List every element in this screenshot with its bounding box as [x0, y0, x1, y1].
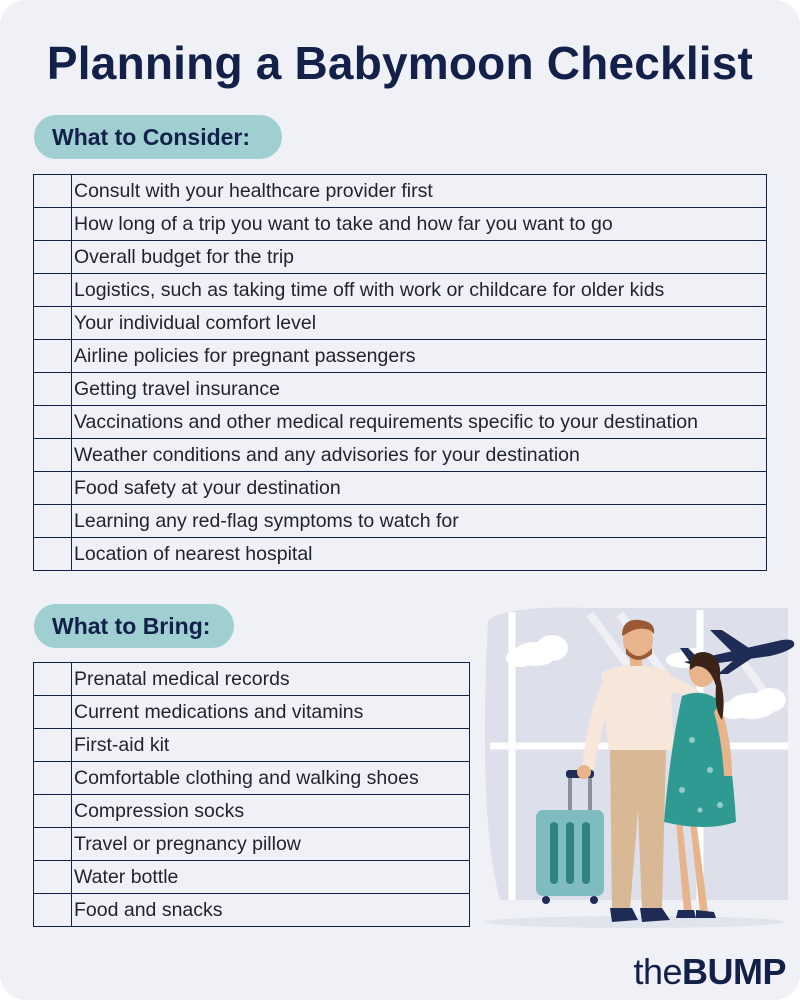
checkbox[interactable] — [34, 505, 72, 538]
checklist-item-label: Food safety at your destination — [72, 472, 767, 505]
brand-logo — [633, 951, 786, 993]
checkbox[interactable] — [34, 439, 72, 472]
checklist-row — [34, 505, 767, 538]
checklist-row — [34, 439, 767, 472]
checklist-row — [34, 762, 470, 795]
checkbox[interactable] — [34, 696, 72, 729]
checklist-row — [34, 729, 470, 762]
checkbox[interactable] — [34, 373, 72, 406]
checklist-row — [34, 274, 767, 307]
checklist-item-label: Overall budget for the trip — [72, 241, 767, 274]
checklist-item-label: Airline policies for pregnant passengers — [72, 340, 767, 373]
consider-heading: What to Consider: — [34, 115, 282, 159]
checkbox[interactable] — [34, 274, 72, 307]
checklist-row — [34, 696, 470, 729]
checkbox[interactable] — [34, 663, 72, 696]
checklist-item-label: Learning any red-flag symptoms to watch for — [72, 505, 767, 538]
checklist-item-label: Your individual comfort level — [72, 307, 767, 340]
checklist-row — [34, 795, 470, 828]
checklist-row — [34, 538, 767, 571]
checklist-item-label: Comfortable clothing and walking shoes — [72, 762, 470, 795]
checklist-item-label: Vaccinations and other medical requirements specific to your destination — [72, 406, 767, 439]
checkbox[interactable] — [34, 406, 72, 439]
checklist-item-label: Current medications and vitamins — [72, 696, 470, 729]
bring-checklist — [33, 662, 470, 927]
checkbox[interactable] — [34, 340, 72, 373]
couple-travel-illustration — [470, 600, 800, 940]
checkbox[interactable] — [34, 175, 72, 208]
checklist-item-label: How long of a trip you want to take and how far you want to go — [72, 208, 767, 241]
checklist-item-label: Food and snacks — [72, 894, 470, 927]
bring-heading: What to Bring: — [34, 604, 234, 648]
checklist-item-label: Prenatal medical records — [72, 663, 470, 696]
checkbox[interactable] — [34, 208, 72, 241]
checkbox[interactable] — [34, 795, 72, 828]
checkbox[interactable] — [34, 729, 72, 762]
checklist-row — [34, 472, 767, 505]
checklist-item-label: Logistics, such as taking time off with work or childcare for older kids — [72, 274, 767, 307]
consider-checklist — [33, 174, 767, 571]
checklist-item-label: Water bottle — [72, 861, 470, 894]
page-title: Planning a Babymoon Checklist — [46, 37, 754, 89]
checkbox[interactable] — [34, 828, 72, 861]
checklist-item-label: Location of nearest hospital — [72, 538, 767, 571]
checklist-row — [34, 894, 470, 927]
checklist-row — [34, 208, 767, 241]
brand-name: BUMP — [682, 951, 786, 992]
checklist-item-label: First-aid kit — [72, 729, 470, 762]
checkbox[interactable] — [34, 472, 72, 505]
checkbox[interactable] — [34, 894, 72, 927]
brand-prefix: the — [633, 951, 682, 992]
checkbox[interactable] — [34, 307, 72, 340]
checklist-row — [34, 241, 767, 274]
checklist-row — [34, 340, 767, 373]
checklist-row — [34, 373, 767, 406]
checklist-item-label: Consult with your healthcare provider first — [72, 175, 767, 208]
checklist-row — [34, 663, 470, 696]
checklist-item-label: Travel or pregnancy pillow — [72, 828, 470, 861]
checkbox[interactable] — [34, 762, 72, 795]
checkbox[interactable] — [34, 241, 72, 274]
checklist-row — [34, 828, 470, 861]
checkbox[interactable] — [34, 861, 72, 894]
checklist-row — [34, 861, 470, 894]
checklist-row — [34, 307, 767, 340]
checklist-row — [34, 175, 767, 208]
checklist-item-label: Getting travel insurance — [72, 373, 767, 406]
checkbox[interactable] — [34, 538, 72, 571]
checklist-row — [34, 406, 767, 439]
checklist-item-label: Weather conditions and any advisories for your destination — [72, 439, 767, 472]
checklist-item-label: Compression socks — [72, 795, 470, 828]
